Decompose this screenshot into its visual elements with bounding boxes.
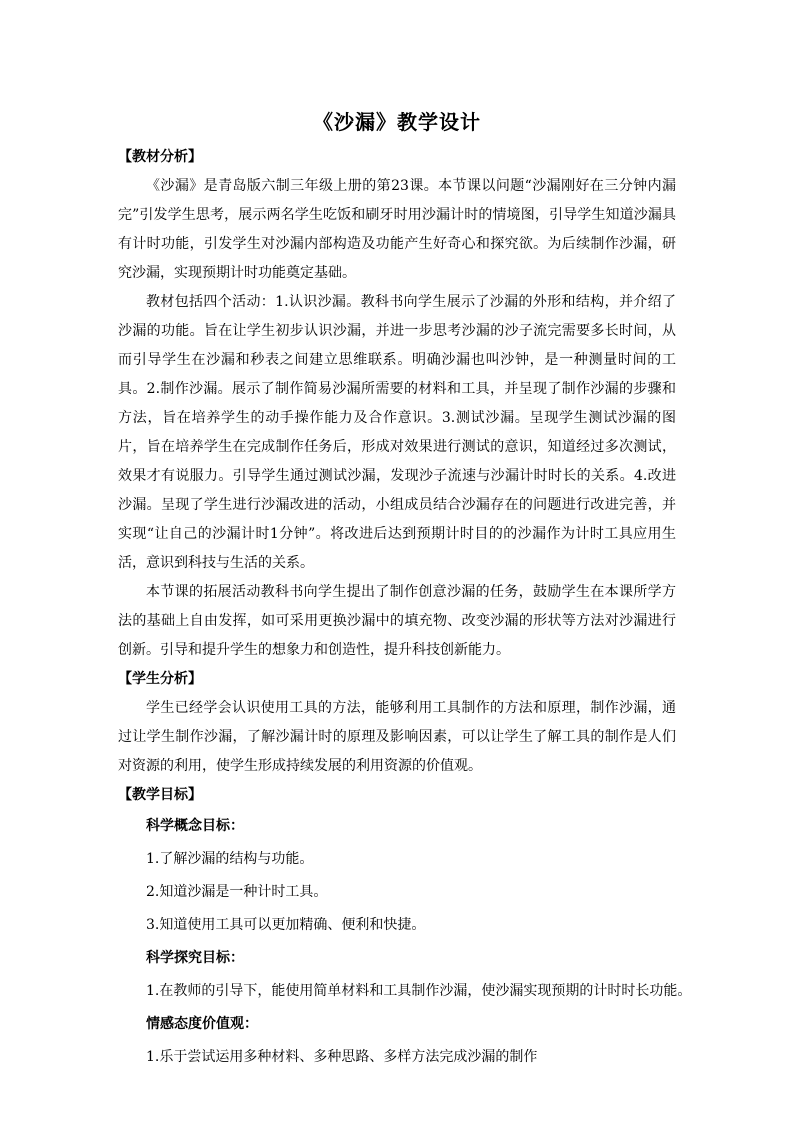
goal-group-inquiry	[118, 942, 692, 1008]
section-heading: 【学生分析】	[118, 671, 202, 687]
paragraph: 学生已经学会认识使用工具的方法，能够利用工具制作的方法和原理，制作沙漏，通过让学生制作沙漏，了解沙漏计时的原理及影响因素，可以让学生了解工具的制作是人们对资源的利用，使学生形成持续发展的利用资源的价值观。	[118, 700, 676, 774]
goal-group-attitude	[118, 1008, 676, 1074]
goal-item: 1.在教师的引导下，能使用简单材料和工具制作沙漏，使沙漏实现预期的计时时长功能。	[146, 983, 692, 999]
goal-item: 2.知道沙漏是一种计时工具。	[146, 884, 328, 900]
goal-item: 1.乐于尝试运用多种材料、多种思路、多样方法完成沙漏的制作	[146, 1049, 538, 1065]
goal-group-label: 科学探究目标：	[146, 950, 244, 966]
section-student-analysis	[118, 665, 676, 781]
document-title: 《沙漏》教学设计	[313, 110, 481, 134]
goal-item: 1.了解沙漏的结构与功能。	[146, 851, 314, 867]
goal-group-label: 科学概念目标：	[146, 818, 244, 834]
paragraph: 《沙漏》是青岛版六制三年级上册的第23课。本节课以问题“沙漏刚好在三分钟内漏完”引发学生思考，展示两名学生吃饭和刷牙时用沙漏计时的情境图，引导学生知道沙漏具有计时功能，引发学生对沙漏内部构造及功能产生好奇心和探究欲。为后续制作沙漏，研究沙漏，实现预期计时功能奠定基础。	[118, 178, 676, 281]
goal-item: 3.知道使用工具可以更加精确、便利和快捷。	[146, 917, 426, 933]
paragraph: 本节课的拓展活动教科书向学生提出了制作创意沙漏的任务，鼓励学生在本课所学方法的基础上自由发挥，如可采用更换沙漏中的填充物、改变沙漏的形状等方法对沙漏进行创新。引导和提升学生的想象力和创造性，提升科技创新能力。	[118, 584, 676, 658]
section-heading: 【教学目标】	[118, 787, 202, 803]
document-body	[118, 143, 692, 1074]
goal-group-label: 情感态度价值观：	[146, 1016, 258, 1032]
section-textbook-analysis	[118, 143, 676, 665]
paragraph: 教材包括四个活动：1.认识沙漏。教科书向学生展示了沙漏的外形和结构，并介绍了沙漏的功能。旨在让学生初步认识沙漏，并进一步思考沙漏的沙子流完需要多长时间，从而引导学生在沙漏和秒表之间建立思维联系。明确沙漏也叫沙钟，是一种测量时间的工具。2.制作沙漏。展示了制作简易沙漏所需要的材料和工具，并呈现了制作沙漏的步骤和方法，旨在培养学生的动手操作能力及合作意识。3.测试沙漏。呈现学生测试沙漏的图片，旨在培养学生在完成制作任务后，形成对效果进行测试的意识，知道经过多次测试，效果才有说服力。引导学生通过测试沙漏，发现沙子流速与沙漏计时时长的关系。4.改进沙漏。呈现了学生进行沙漏改进的活动，小组成员结合沙漏存在的问题进行改进完善，并实现“让自己的沙漏计时1分钟”。将改进后达到预期计时目的的沙漏作为计时工具应用生活，意识到科技与生活的关系。	[118, 294, 676, 571]
section-teaching-goals	[118, 781, 692, 1074]
section-heading: 【教材分析】	[118, 149, 202, 165]
goal-group-concept	[118, 810, 676, 942]
